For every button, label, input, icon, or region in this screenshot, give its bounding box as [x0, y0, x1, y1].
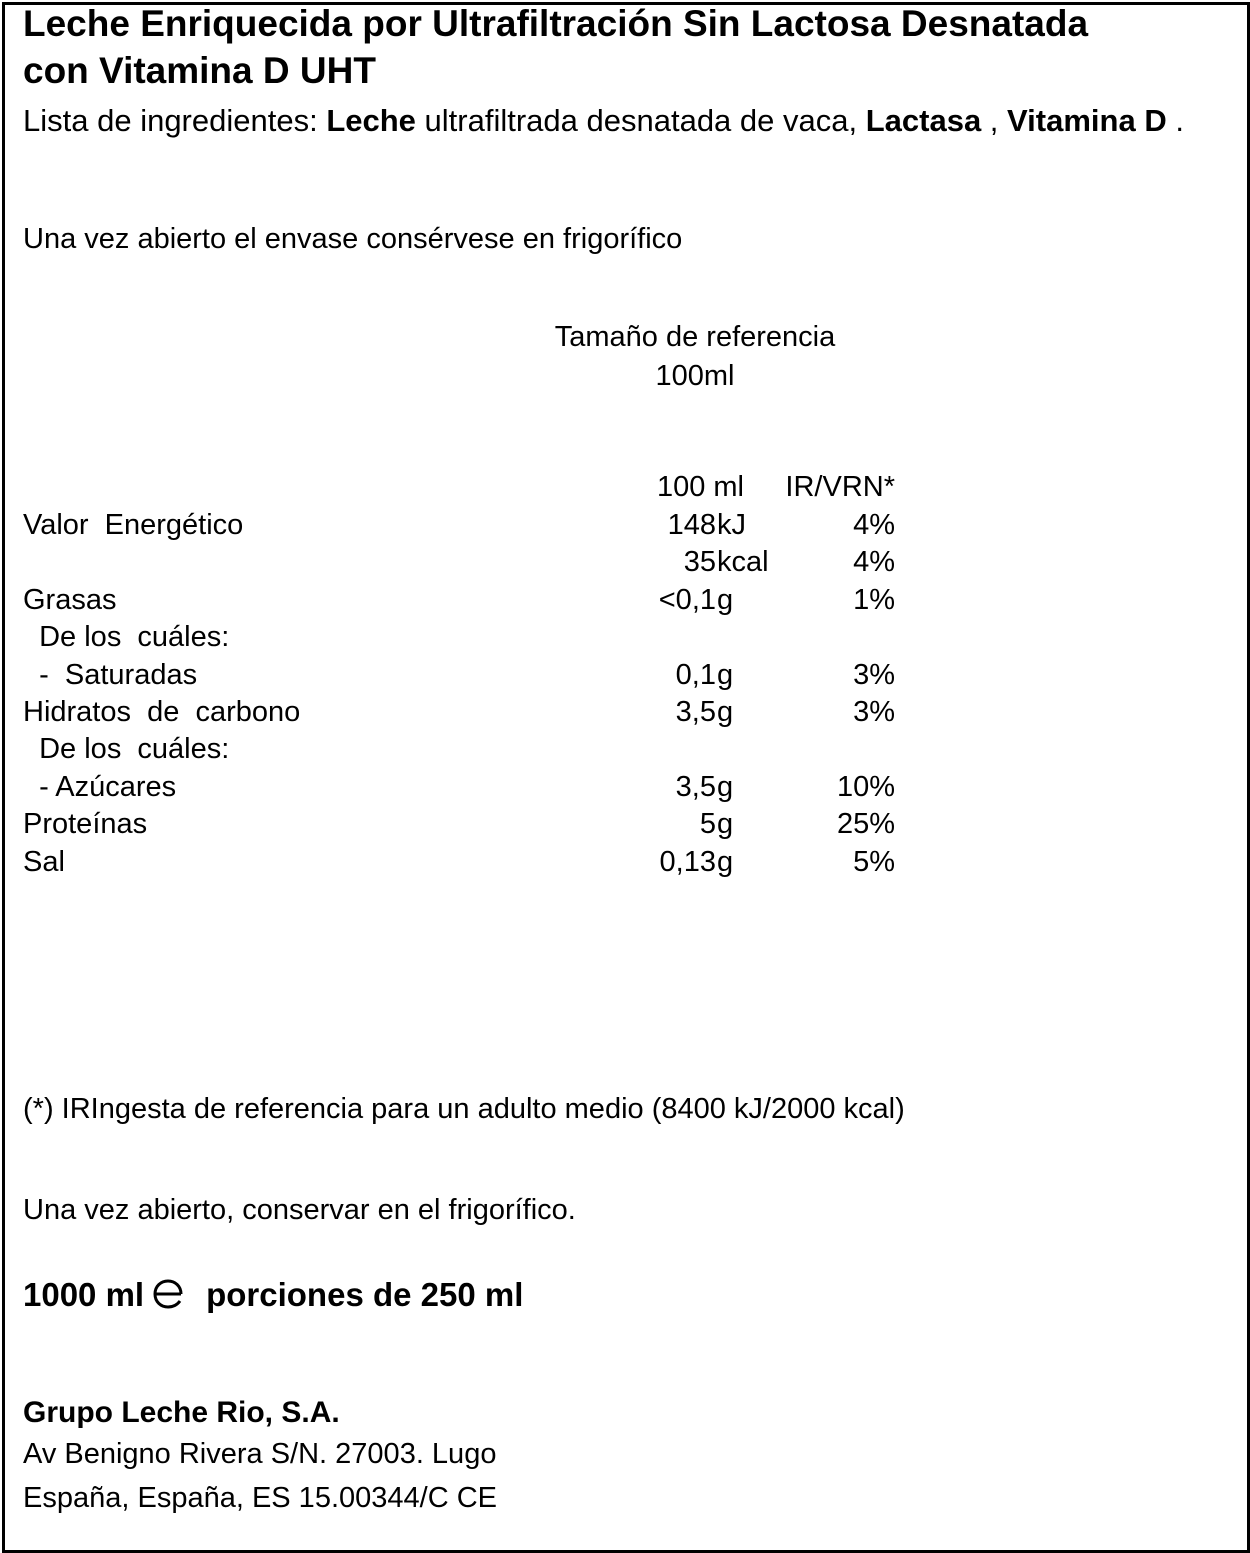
- net-quantity: [23, 1275, 523, 1315]
- storage-note-1: Una vez abierto el envase consérvese en frigorífico: [23, 223, 683, 255]
- nutrient-unit: g: [717, 696, 734, 728]
- nutrient-ir: 25%: [836, 808, 895, 840]
- nutrient-label: Sal: [23, 846, 65, 878]
- nutrient-amount: 35: [683, 546, 716, 578]
- nutrient-ir: 3%: [853, 659, 895, 691]
- nutrient-unit: g: [717, 846, 734, 878]
- company-country-registration: España, España, ES 15.00344/C CE: [23, 1482, 497, 1514]
- footnote: (*) IRIngesta de referencia para un adulto medio (8400 kJ/2000 kcal): [23, 1093, 905, 1125]
- ingredient-vitamina-d: D: [1144, 103, 1167, 138]
- nutrient-unit: kJ: [717, 509, 746, 541]
- nutrient-amount: 0,13: [659, 846, 716, 878]
- nutrient-label: Grasas: [23, 584, 117, 616]
- product-title-line-2: con Vitamina D UHT: [23, 50, 376, 91]
- nutrient-unit: kcal: [717, 546, 769, 578]
- ingredients-list: [23, 102, 1218, 140]
- nutrient-label: - Saturadas: [23, 659, 198, 691]
- nutrient-unit: g: [717, 584, 734, 616]
- company-name: Grupo Leche Rio, S.A.: [23, 1396, 340, 1429]
- nutrient-unit: g: [717, 808, 734, 840]
- nutrient-amount: 148: [667, 509, 716, 541]
- nutrient-label: Proteínas: [23, 808, 148, 840]
- product-title: [23, 0, 1088, 94]
- company-address: Av Benigno Rivera S/N. 27003. Lugo: [23, 1438, 497, 1470]
- nutrient-ir: 4%: [853, 509, 895, 541]
- portion-size: porciones de 250 ml: [206, 1276, 524, 1313]
- net-volume: 1000 ml: [23, 1276, 145, 1313]
- ingredient-vitamina: Vitamina: [1007, 103, 1136, 138]
- column-header-amount: 100 ml: [656, 471, 744, 503]
- ingredient-leche: Leche: [326, 103, 416, 138]
- ingredient-lactasa: Lactasa: [865, 103, 982, 138]
- ingredients-intro: Lista de ingredientes:: [23, 103, 327, 138]
- storage-note-2: Una vez abierto, conservar en el frigorífico.: [23, 1194, 576, 1226]
- nutrient-amount: 3,5: [675, 696, 716, 728]
- ingredients-separator: ,: [981, 103, 1008, 138]
- nutrient-ir: 1%: [853, 584, 895, 616]
- nutrient-unit: g: [717, 659, 734, 691]
- nutrient-amount: <0,1: [658, 584, 716, 616]
- nutrient-label: De los cuáles:: [23, 621, 230, 653]
- ingredients-text-1: ultrafiltrada desnatada de vaca,: [415, 103, 866, 138]
- nutrient-amount: 3,5: [675, 771, 716, 803]
- nutrient-label: De los cuáles:: [23, 733, 230, 765]
- nutrient-ir: 5%: [853, 846, 895, 878]
- nutrient-label: Valor Energético: [23, 509, 244, 541]
- nutrient-label: Hidratos de carbono: [23, 696, 301, 728]
- reference-size-value: 100ml: [655, 360, 735, 392]
- product-title-line-1: Leche Enriquecida por Ultrafiltración Sin Lactosa Desnatada: [23, 3, 1089, 44]
- reference-size-label: Tamaño de referencia: [554, 321, 836, 353]
- nutrient-amount: 5: [699, 808, 716, 840]
- estimated-sign-icon: [152, 1279, 184, 1309]
- nutrient-ir: 4%: [853, 546, 895, 578]
- nutrient-amount: 0,1: [675, 659, 716, 691]
- nutrient-label: - Azúcares: [23, 771, 177, 803]
- nutrient-ir: 3%: [853, 696, 895, 728]
- column-header-ir: IR/VRN*: [785, 471, 895, 503]
- nutrient-ir: 10%: [836, 771, 895, 803]
- nutrient-unit: g: [717, 771, 734, 803]
- ingredients-end: .: [1166, 103, 1184, 138]
